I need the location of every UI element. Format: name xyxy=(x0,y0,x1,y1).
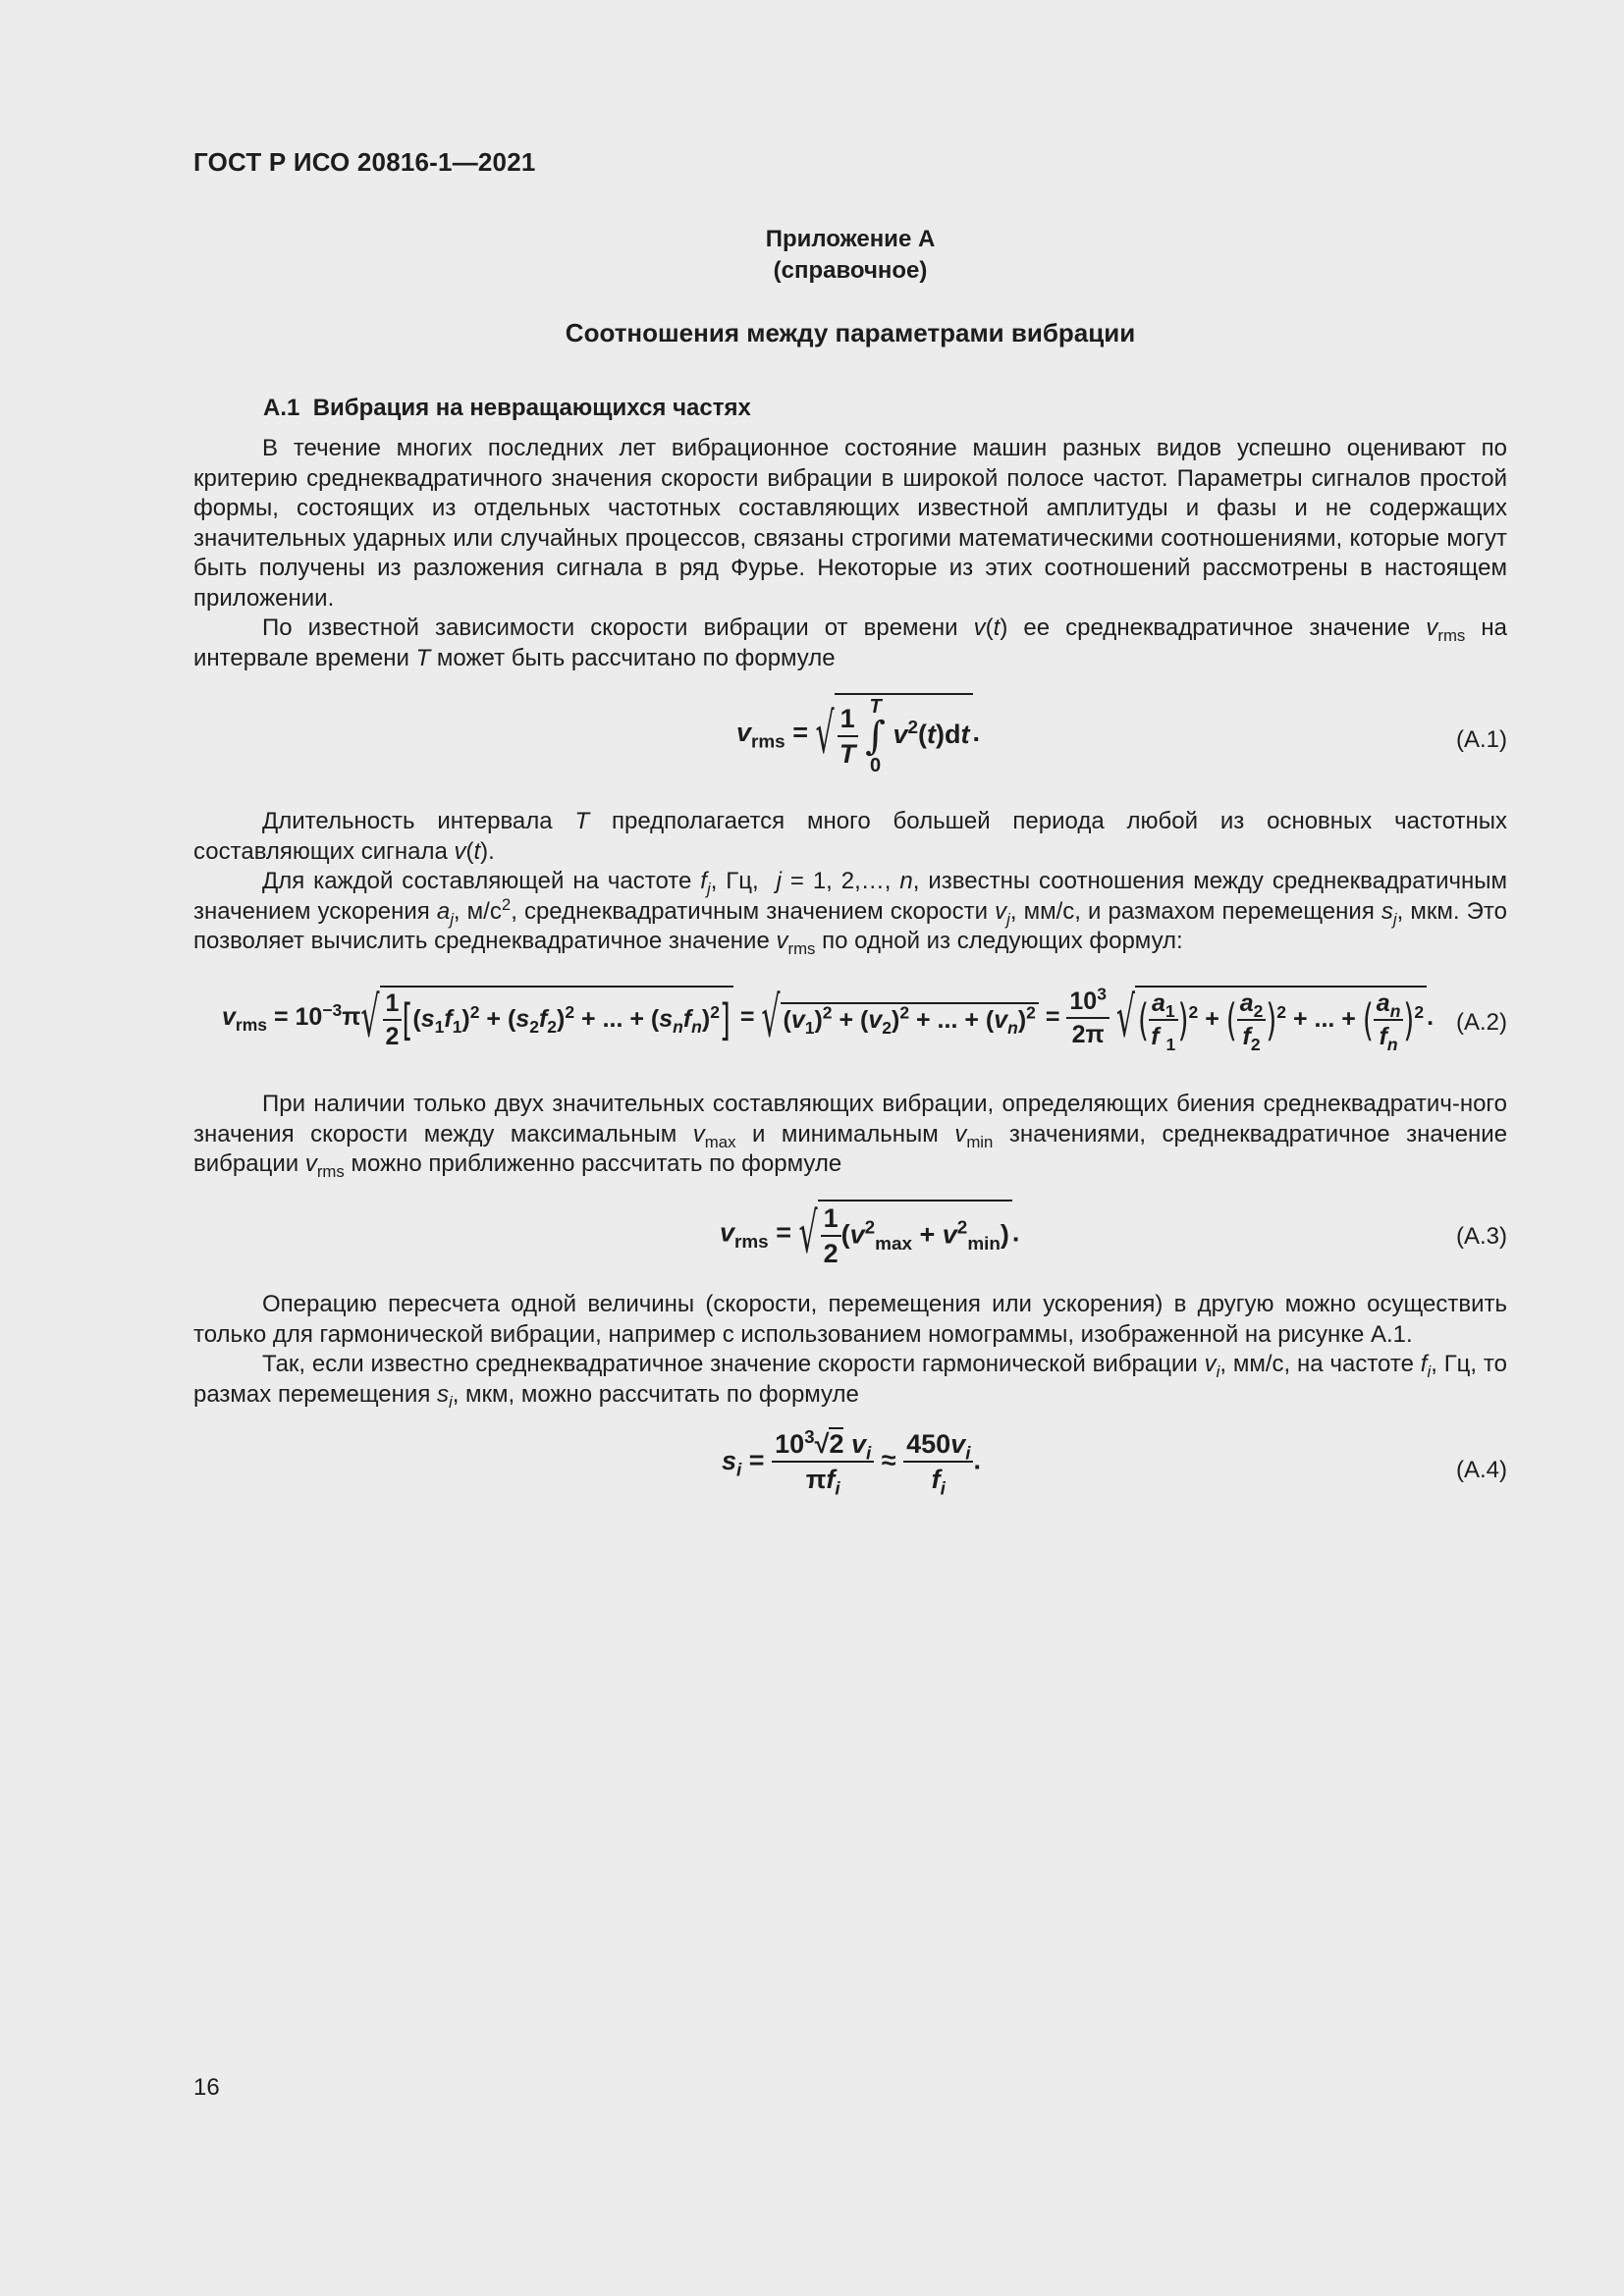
formula-a4: $s_i$ = $\frac{10^3√2 v_i}{\pi f_i}$ ≈ $\frac{450v_i}{f_i}$ . xyxy=(722,1427,981,1500)
paragraph-intro xyxy=(193,434,1507,673)
section-title: Вибрация на невращающихся частях xyxy=(312,395,751,421)
document-header: ГОСТ Р ИСО 20816-1—2021 xyxy=(193,147,536,177)
paragraph-4: Для каждой составляющей на частоте $f_j$, Гц, j = 1, 2,…, n, известны соотношения между среднеквадратичным значением ускорения $a_j$, $м/с^2$, среднеквадратичным значением скорости $v_j$, мм/с, и размахом перемещения $s_j$, мкм. Это позволяет вычислить среднеквадратичное значение $v_{rms}$ по одной из следующих формул: xyxy=(193,868,1508,958)
paragraph-block-4 xyxy=(193,1290,1507,1410)
appendix-subtitle: (справочное) xyxy=(773,257,928,284)
equation-number-a3: (А.3) xyxy=(1455,1223,1507,1250)
equation-number-a1: (А.1) xyxy=(1455,726,1507,753)
section-number: А.1 xyxy=(263,395,300,421)
paragraph-7: Так, если известно среднеквадратичное значение скорости гармонической вибрации $v_i$, мм/с, на частоте $f_i$, Гц, то размах перемещения $s_i$, мкм, можно рассчитать по формуле xyxy=(193,1351,1508,1412)
paragraph-5: При наличии только двух значительных составляющих вибрации, определяющих биения среднеквадратич-ного значения скорости между максимальным $v_{max}$ и минимальным $v_{min}$ значениями, среднеквадратичное значение вибрации $v_{rms}$ можно приближенно рассчитать по формуле xyxy=(193,1091,1508,1181)
paragraph-6: Операцию пересчета одной величины (скорости, перемещения или ускорения) в другую можно осуществить только для гармонической вибрации, например с использованием номограммы, изображенной на рисунке А.1. xyxy=(193,1291,1507,1348)
formula-a1: $v_{rms}$ = √ $\frac{1}{T}$ T ∫ 0 $v^2(t)dt$ . xyxy=(736,693,980,775)
page-number: 16 xyxy=(193,2074,220,2101)
paragraph-block-2 xyxy=(193,807,1507,957)
paragraph-block-3 xyxy=(193,1090,1507,1180)
appendix-title: Приложение А xyxy=(765,226,936,252)
paragraph-1: В течение многих последних лет вибрационное состояние машин разных видов успешно оценивают по критерию среднеквадратичного значения скорости вибрации в широкой полосе частот. Параметры сигналов простой формы, состоящих из отдельных частотных составляющих известной амплитуды и фазы и не содержащих значительных ударных или случайных процессов, связаны строгими математическими соотношениями, которые могут быть получены из разложения сигнала в ряд Фурье. Некоторые из этих соотношений рассмотрены в настоящем приложении. xyxy=(193,435,1507,612)
appendix-heading: Соотношения между параметрами вибрации xyxy=(565,318,1136,347)
formula-a2: $v_{rms} = 10^{-3}\pi√$ $\frac{1}{2}$ [$(s_1f_1)^2 + (s_2f_2)^2$ + ... + $(s_nf_n)^2$] = √ $(v_1)^2 + (v_2)^2$ + ... + $(v_n)^2$ = $\frac{10^3}{2\pi}$ √ ( $\frac{a_1}{f _1}$ )$^2$ + ( $\frac{a_2}{f_2}$ )$^2$ + ... + ( $\frac{a_n}{f_n}$ )$^2$ . xyxy=(222,984,1435,1054)
paragraph-2: По известной зависимости скорости вибрации от времени v(t) ее среднеквадратичное значение $v_{rms}$ на интервале времени T может быть рассчитано по формуле xyxy=(193,614,1508,671)
paragraph-3: Длительность интервала T предполагается много большей периода любой из основных частотных составляющих сигнала v(t). xyxy=(193,808,1508,865)
formula-a3: $v_{rms}$ = √ $\frac{1}{2}$ $(v^2_{max} + v^2_{min})$ . xyxy=(720,1200,1019,1269)
section-heading xyxy=(263,395,751,422)
equation-number-a4: (А.4) xyxy=(1455,1457,1507,1483)
equation-number-a2: (А.2) xyxy=(1455,1009,1507,1036)
